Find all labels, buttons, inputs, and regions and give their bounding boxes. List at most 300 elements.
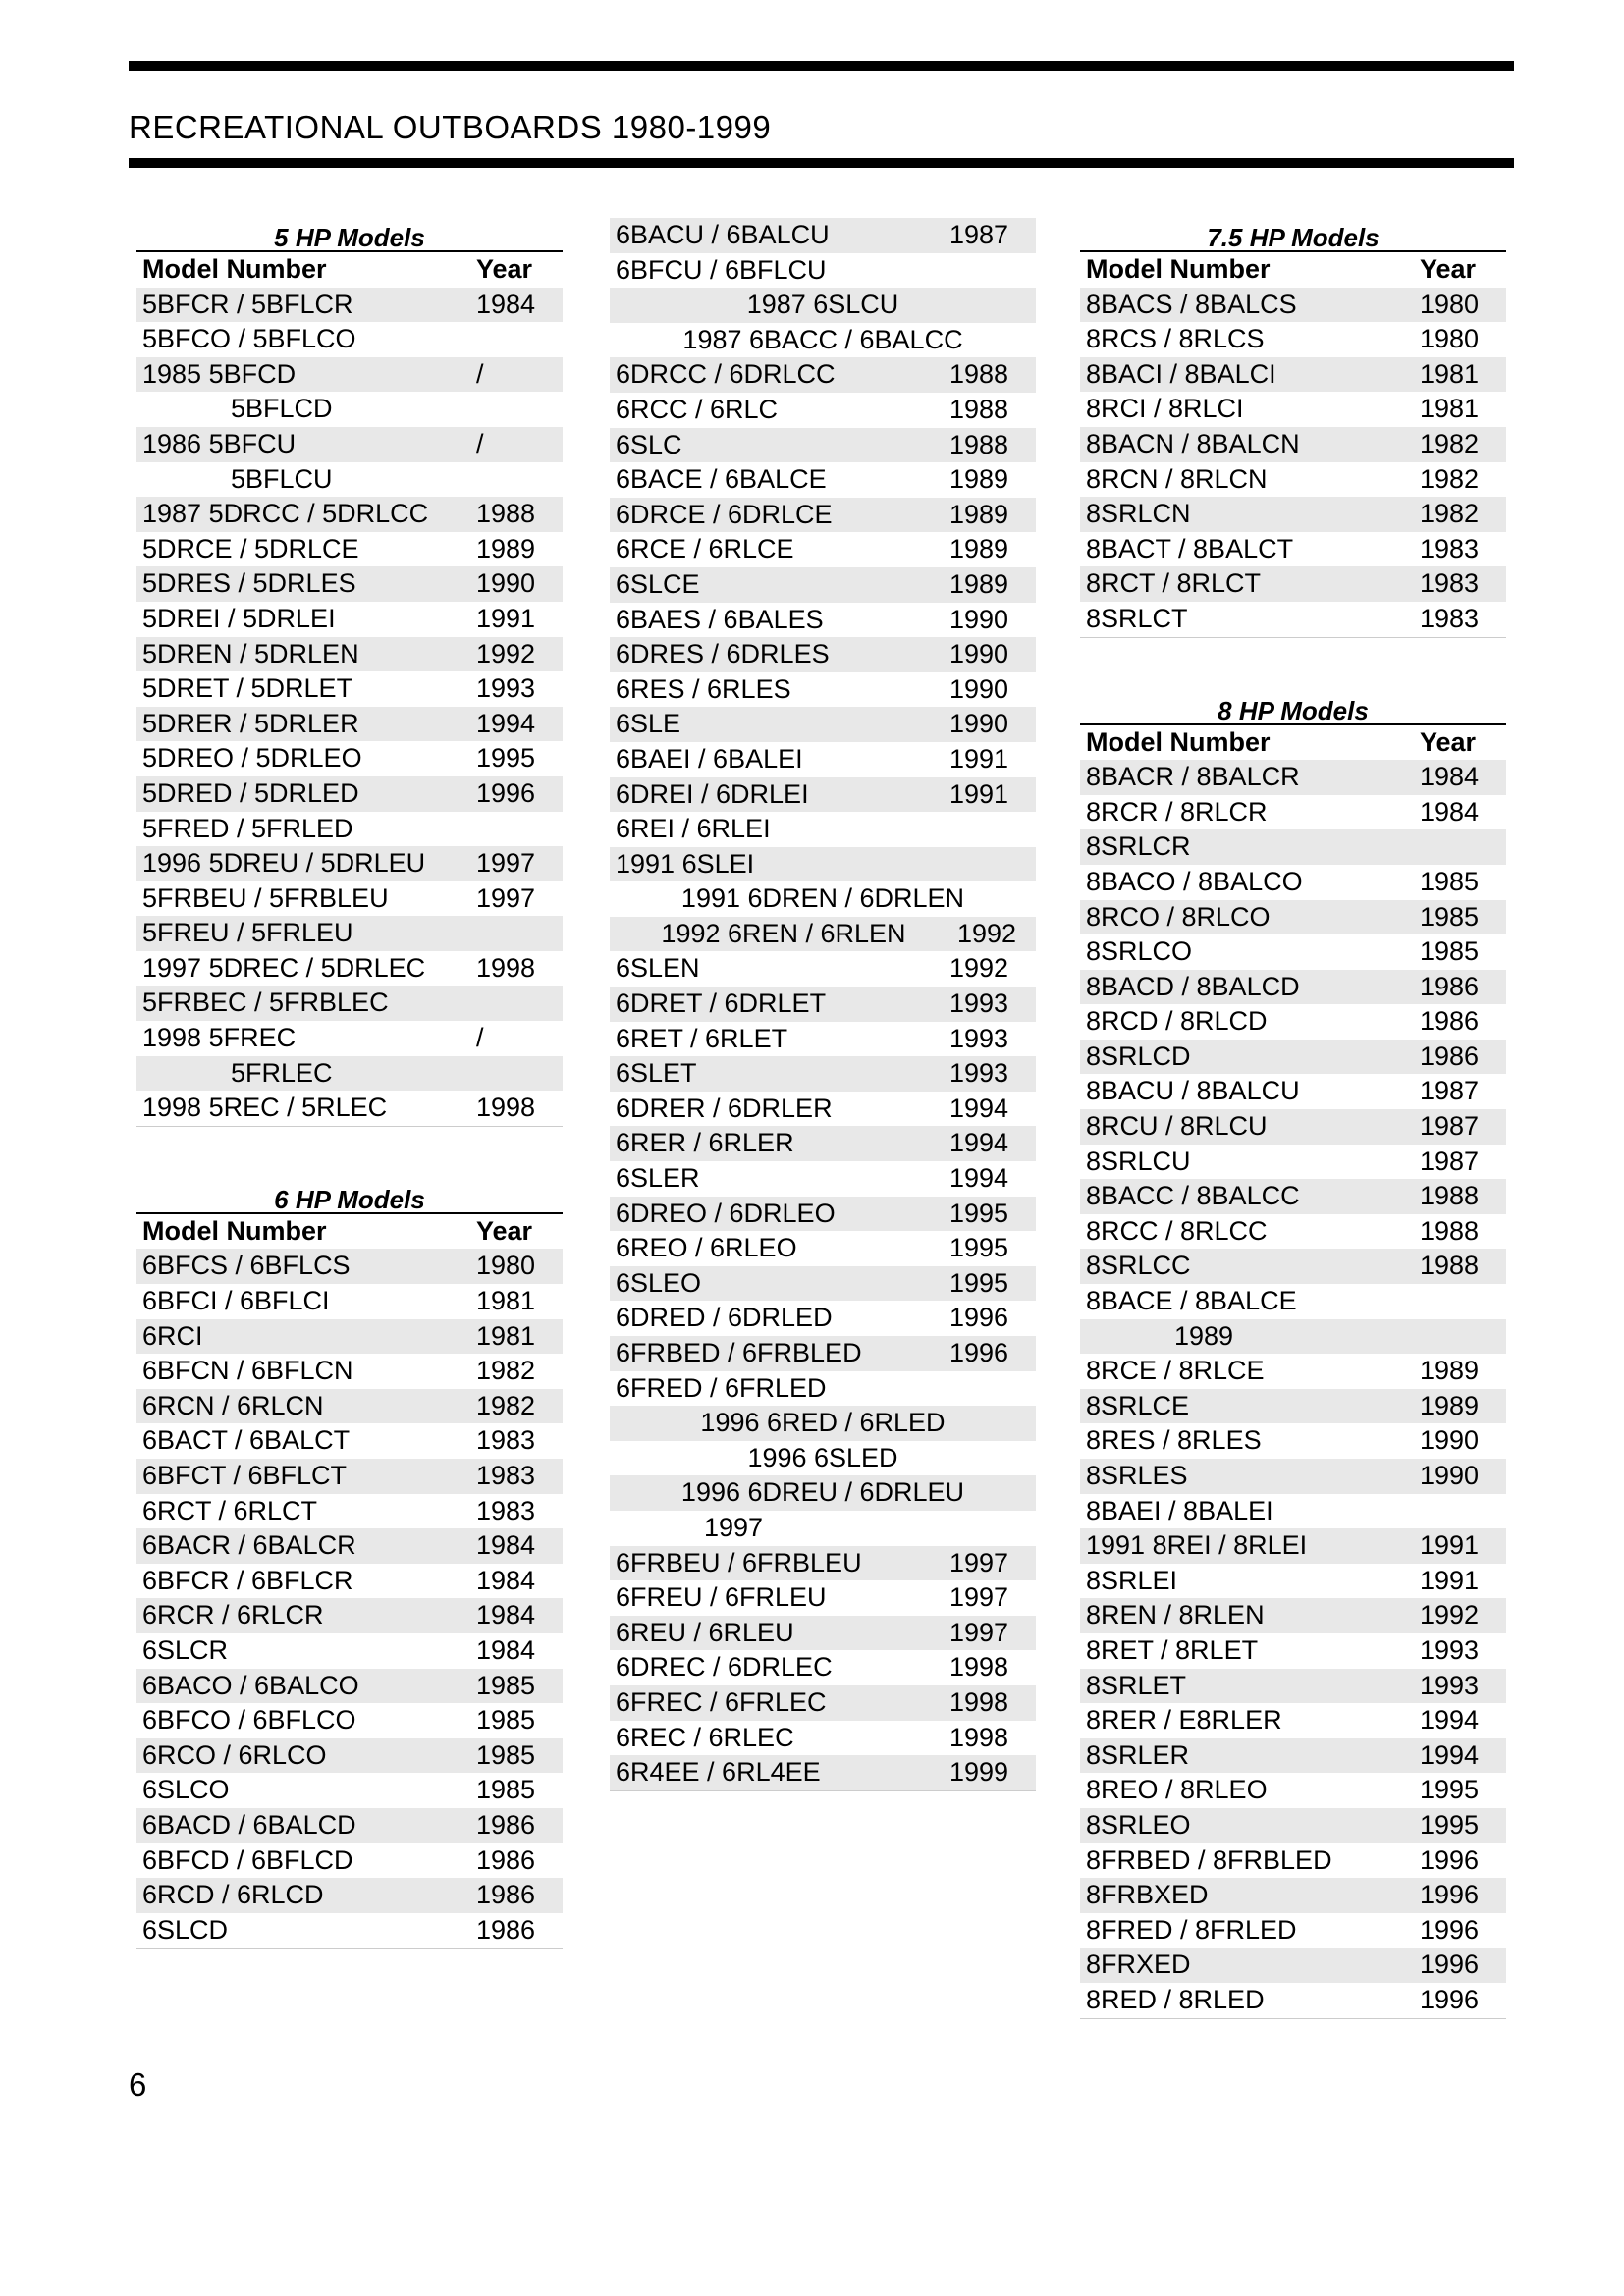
year-cell: 1990 (476, 568, 536, 599)
table-row (1080, 1109, 1506, 1145)
table-row (610, 288, 1036, 323)
year-cell: 1983 (1420, 603, 1480, 633)
model-number-cell: 6BFCS / 6BFLCS (142, 1251, 351, 1281)
table-row (1080, 288, 1506, 323)
year-cell: 1996 (949, 1338, 1009, 1367)
table-row (1080, 1354, 1506, 1389)
year-cell: 1981 (476, 1320, 536, 1351)
table-row (610, 323, 1036, 358)
year-cell: 1984 (476, 1634, 536, 1665)
title-rule (129, 158, 1514, 168)
table-rows (136, 288, 563, 1127)
model-number-cell: 1987 6SLCU (746, 290, 899, 320)
table-header (1080, 252, 1506, 288)
table-row (136, 427, 563, 462)
model-number-cell: 6BACU / 6BALCU (616, 220, 830, 249)
model-number-cell: 8SRLCD (1086, 1041, 1191, 1071)
year-cell: 1989 (949, 534, 1009, 564)
table-row (1080, 1773, 1506, 1808)
year-cell: 1996 (949, 1303, 1009, 1333)
table-row (610, 1650, 1036, 1685)
model-number-cell: 6DRCE / 6DRLCE (616, 499, 833, 529)
table-row (1080, 1703, 1506, 1738)
table-rows (610, 218, 1036, 1791)
model-number-cell: 6SLCE (616, 568, 700, 599)
table-row (610, 1092, 1036, 1127)
model-number-cell: 6DRER / 6DRLER (616, 1093, 833, 1123)
year-cell: 1987 (1420, 1111, 1480, 1142)
table-row (1080, 1738, 1506, 1774)
model-number-cell: 8BACI / 8BALCI (1086, 358, 1276, 389)
year-cell (949, 253, 1036, 289)
table-row (136, 637, 563, 672)
year-cell: 1985 (1420, 936, 1480, 967)
table-row (1080, 1878, 1506, 1913)
table-row (136, 392, 563, 427)
model-section (610, 218, 1036, 1791)
header-model-number: Model Number (142, 254, 327, 284)
model-number-cell: 1987 6BACC / 6BALCC (682, 324, 963, 354)
table-row (610, 1371, 1036, 1407)
model-number-cell: 6BACE / 6BALCE (616, 464, 827, 495)
year-cell (949, 812, 1036, 847)
table-rows (1080, 288, 1506, 638)
table-row (136, 1354, 563, 1389)
model-number-cell: 8BACU / 8BALCU (1086, 1076, 1300, 1106)
table-row (610, 1126, 1036, 1161)
table-row (1080, 1598, 1506, 1633)
model-number-cell: 6RES / 6RLES (616, 673, 791, 704)
model-number-cell: 8FRED / 8FRLED (1086, 1914, 1297, 1945)
model-number-cell: 6DREO / 6DRLEO (616, 1198, 836, 1228)
table-row (136, 288, 563, 323)
year-cell: 1980 (476, 1251, 536, 1281)
model-number-cell: 6DREI / 6DRLEI (616, 778, 809, 809)
table-row (610, 428, 1036, 463)
year-cell: 1995 (1420, 1809, 1480, 1840)
table-row (610, 357, 1036, 393)
model-number-cell: 6RET / 6RLET (616, 1023, 788, 1053)
year-cell: 1987 (1420, 1146, 1480, 1176)
model-number-cell: 1986 5BFCU (142, 428, 297, 458)
model-number-cell: 6BACD / 6BALCD (142, 1809, 356, 1840)
column-3 (1080, 218, 1506, 2019)
model-number-cell: 5FRLEC (231, 1057, 333, 1088)
year-cell: 1982 (1420, 499, 1480, 529)
year-cell: 1993 (949, 988, 1009, 1019)
model-number-cell: 8BACT / 8BALCT (1086, 533, 1294, 563)
year-cell: 1996 (1420, 1914, 1480, 1945)
table-row (136, 1056, 563, 1092)
model-number-cell: 8RCD / 8RLCD (1086, 1006, 1268, 1037)
table-row (1080, 1913, 1506, 1949)
year-cell: 1990 (949, 639, 1009, 669)
table-row (1080, 1004, 1506, 1040)
table-row (1080, 497, 1506, 532)
model-number-cell: 8BACE / 8BALCE (1086, 1286, 1297, 1316)
table-row (1080, 532, 1506, 567)
model-number-cell: 6BAES / 6BALES (616, 604, 824, 634)
year-cell: 1983 (1420, 568, 1480, 599)
table-row (136, 1773, 563, 1808)
model-number-cell: 8SRLEI (1086, 1565, 1178, 1595)
year-cell: 1995 (476, 743, 536, 774)
model-number-cell: 8SRLER (1086, 1739, 1190, 1770)
year-cell: 1987 (949, 220, 1009, 249)
table-row (610, 1475, 1036, 1511)
model-number-cell: 8REO / 8RLEO (1086, 1775, 1268, 1805)
year-cell: 1984 (1420, 762, 1480, 792)
year-cell: 1988 (949, 394, 1009, 424)
table-row (610, 1755, 1036, 1790)
model-number-cell: 6BFCU / 6BFLCU (616, 254, 827, 285)
table-row (136, 1878, 563, 1913)
table-row (1080, 1459, 1506, 1494)
year-cell: 1987 (1420, 1076, 1480, 1106)
year-cell: 1986 (476, 1809, 536, 1840)
year-cell: 1990 (1420, 1461, 1480, 1490)
model-number-cell: 6BFCO / 6BFLCO (142, 1705, 356, 1735)
header-year: Year (1420, 254, 1477, 284)
model-section (1080, 218, 1506, 638)
table-row (1080, 934, 1506, 970)
table-row (136, 1564, 563, 1599)
year-cell (1420, 829, 1506, 865)
year-cell: 1988 (1420, 1251, 1480, 1281)
model-number-cell: 8SRLCT (1086, 603, 1188, 633)
model-number-cell: 5BFLCU (231, 463, 333, 494)
year-cell (949, 847, 1036, 882)
table-row (1080, 760, 1506, 795)
model-number-cell: 8SRLCR (1086, 831, 1191, 862)
table-row (610, 567, 1036, 603)
model-number-cell: 8SRLCN (1086, 499, 1191, 529)
table-row (610, 393, 1036, 428)
year-cell: 1989 (1420, 1390, 1480, 1420)
model-number-cell: 5BFLCD (231, 394, 333, 424)
model-number-cell: 8BACR / 8BALCR (1086, 762, 1300, 792)
year-cell: 1996 (1420, 1949, 1480, 1980)
table-rows (136, 1249, 563, 1949)
column-1 (136, 218, 563, 1949)
table-row (610, 1441, 1036, 1476)
model-number-cell: 6R4EE / 6RL4EE (616, 1757, 821, 1788)
year-cell: 1997 (949, 1547, 1009, 1577)
model-number-cell: 6BACT / 6BALCT (142, 1425, 351, 1456)
year-cell: 1994 (949, 1093, 1009, 1123)
year-cell (949, 1371, 1036, 1407)
table-row (610, 1685, 1036, 1721)
model-number-cell: 8RCE / 8RLCE (1086, 1356, 1265, 1386)
model-number-cell: 6RER / 6RLER (616, 1128, 794, 1158)
model-number-cell: 6DRET / 6DRLET (616, 988, 827, 1019)
model-number-cell: 6REC / 6RLEC (616, 1722, 794, 1752)
year-cell: 1993 (1420, 1634, 1480, 1665)
model-number-cell: 6FRBED / 6FRBLED (616, 1338, 862, 1367)
year-cell: 1986 (476, 1880, 536, 1910)
model-number-cell: 6RCC / 6RLC (616, 394, 779, 424)
table-row (1080, 602, 1506, 637)
model-number-cell: 8SRLCE (1086, 1390, 1190, 1420)
top-rule (129, 61, 1514, 71)
table-row (1080, 1808, 1506, 1843)
year-cell: 1994 (949, 1163, 1009, 1194)
year-cell (476, 916, 563, 951)
model-number-cell: 1987 5DRCC / 5DRLCC (142, 499, 429, 529)
model-number-cell: 6SLCO (142, 1775, 230, 1805)
year-cell: 1994 (1420, 1705, 1480, 1735)
table-row (610, 777, 1036, 813)
table-row (1080, 1669, 1506, 1704)
year-cell: 1982 (476, 1390, 536, 1420)
model-number-cell: 1996 5DREU / 5DRLEU (142, 848, 426, 879)
table-row (610, 672, 1036, 708)
model-number-cell: 8BACO / 8BALCO (1086, 866, 1303, 896)
table-row (136, 1633, 563, 1669)
year-cell: 1985 (476, 1670, 536, 1700)
table-row (610, 498, 1036, 533)
model-number-cell: 5DRCE / 5DRLCE (142, 533, 359, 563)
year-cell: 1984 (476, 1565, 536, 1595)
model-number-cell: 6SLC (616, 429, 682, 459)
table-row (610, 1546, 1036, 1581)
year-cell: 1991 (949, 743, 1009, 774)
year-cell: 1995 (1420, 1775, 1480, 1805)
header-year: Year (1420, 726, 1477, 757)
model-number-cell: 6BFCD / 6BFLCD (142, 1844, 353, 1875)
model-number-cell: 6DRCC / 6DRLCC (616, 359, 836, 390)
model-number-cell: 8RES / 8RLES (1086, 1425, 1262, 1456)
year-cell: 1988 (476, 499, 536, 529)
year-cell (476, 986, 563, 1021)
year-cell: 1991 (476, 603, 536, 633)
year-cell: 1991 (1420, 1565, 1480, 1595)
year-cell: 1992 (949, 953, 1009, 984)
table-row (610, 917, 1036, 952)
year-cell: 1997 (949, 1582, 1009, 1613)
model-number-cell: 5DRED / 5DRLED (142, 777, 359, 808)
table-header (136, 252, 563, 288)
model-number-cell: 8SRLEO (1086, 1809, 1191, 1840)
model-number-cell: 5DREN / 5DRLEN (142, 638, 359, 668)
section-title: 8 HP Models (1080, 691, 1506, 725)
table-row (136, 566, 563, 602)
model-number-cell: 8RCR / 8RLCR (1086, 796, 1268, 827)
year-cell: / (476, 358, 484, 389)
table-row (1080, 1564, 1506, 1599)
table-row (610, 847, 1036, 882)
year-cell: 1998 (476, 952, 536, 983)
model-number-cell: 6RCI (142, 1320, 203, 1351)
year-cell: 1989 (1420, 1356, 1480, 1386)
year-cell: 1981 (1420, 394, 1480, 424)
year-cell: 1990 (949, 673, 1009, 704)
model-number-cell: 8BACD / 8BALCD (1086, 971, 1300, 1001)
year-cell (1420, 1284, 1506, 1319)
table-row (610, 603, 1036, 638)
section-title: 5 HP Models (136, 218, 563, 252)
year-cell: 1991 (949, 778, 1009, 809)
header-model-number: Model Number (142, 1215, 327, 1246)
table-row (610, 1616, 1036, 1651)
model-section (136, 218, 563, 1127)
model-number-cell: 8FRBED / 8FRBLED (1086, 1844, 1332, 1875)
table-row (610, 1336, 1036, 1371)
table-row (1080, 829, 1506, 865)
table-row (136, 497, 563, 532)
model-number-cell: 8FRXED (1086, 1949, 1191, 1980)
year-cell: 1984 (476, 1530, 536, 1561)
year-cell: 1993 (1420, 1670, 1480, 1700)
table-row (136, 1389, 563, 1424)
model-number-cell: 8BAEI / 8BALEI (1086, 1495, 1273, 1525)
model-number-cell: 1991 6DREN / 6DRLEN (680, 883, 965, 914)
model-number-cell: 6RCT / 6RLCT (142, 1495, 318, 1525)
model-number-cell: 6SLEO (616, 1267, 702, 1298)
model-section (1080, 638, 1506, 2019)
table-row (136, 846, 563, 881)
model-number-cell: 5DRER / 5DRLER (142, 708, 359, 738)
model-number-cell: 8RCU / 8RLCU (1086, 1111, 1268, 1142)
year-cell: 1986 (1420, 1041, 1480, 1071)
model-number-cell: 6REO / 6RLEO (616, 1233, 797, 1263)
year-cell: 1996 (1420, 1880, 1480, 1910)
model-number-cell: 6BAEI / 6BALEI (616, 743, 803, 774)
year-cell: 1992 (957, 918, 1017, 948)
year-cell: 1995 (949, 1233, 1009, 1263)
table-rows (1080, 760, 1506, 2018)
model-number-cell: 5DREI / 5DRLEI (142, 603, 336, 633)
model-number-cell: 6SLCR (142, 1634, 229, 1665)
year-cell: 1992 (1420, 1600, 1480, 1630)
model-number-cell: 6DRES / 6DRLES (616, 639, 830, 669)
table-row (136, 357, 563, 393)
year-cell: 1997 (949, 1617, 1009, 1647)
model-number-cell: 8RER / E8RLER (1086, 1705, 1282, 1735)
year-cell: 1988 (949, 429, 1009, 459)
table-header (136, 1214, 563, 1250)
table-row (610, 707, 1036, 742)
model-number-cell: 8SRLET (1086, 1670, 1187, 1700)
table-row (136, 776, 563, 812)
year-cell: 1990 (1420, 1425, 1480, 1456)
table-row (610, 1056, 1036, 1092)
model-number-cell: 5FRBEU / 5FRBLEU (142, 882, 389, 913)
model-number-cell: 6DREC / 6DRLEC (616, 1652, 833, 1682)
model-number-cell: 8FRBXED (1086, 1880, 1209, 1910)
table-row (136, 532, 563, 567)
year-cell: 1986 (1420, 971, 1480, 1001)
year-cell: 1989 (949, 464, 1009, 495)
table-row (1080, 427, 1506, 462)
model-number-cell: 5DRET / 5DRLET (142, 673, 353, 704)
year-cell: 1996 (1420, 1984, 1480, 2014)
table-row (610, 462, 1036, 498)
year-cell: / (476, 1023, 484, 1053)
table-row (136, 1913, 563, 1949)
table-row (136, 1319, 563, 1355)
section-spacer (136, 1127, 563, 1180)
table-row (1080, 1179, 1506, 1214)
model-number-cell: 8SRLCO (1086, 936, 1193, 967)
model-number-cell: 5BFCR / 5BFLCR (142, 289, 353, 319)
model-number-cell: 6BFCT / 6BFLCT (142, 1461, 348, 1490)
year-cell: 1983 (476, 1461, 536, 1490)
model-number-cell: 5DRES / 5DRLES (142, 568, 356, 599)
model-number-cell: 6FRED / 6FRLED (616, 1372, 827, 1403)
year-cell: 1996 (1420, 1844, 1480, 1875)
table-row (136, 1249, 563, 1284)
model-number-cell: 6FREC / 6FRLEC (616, 1686, 827, 1717)
year-cell: 1997 (476, 882, 536, 913)
table-row (610, 987, 1036, 1022)
model-number-cell: 1997 (704, 1512, 764, 1542)
year-cell: 1985 (476, 1739, 536, 1770)
model-number-cell: 6FRBEU / 6FRBLEU (616, 1547, 862, 1577)
model-number-cell: 1996 6DREU / 6DRLEU (680, 1477, 965, 1508)
year-cell: 1982 (1420, 428, 1480, 458)
table-row (610, 218, 1036, 253)
year-cell: 1982 (1420, 463, 1480, 494)
year-cell: 1993 (476, 673, 536, 704)
table-row (136, 951, 563, 987)
year-cell: 1990 (949, 709, 1009, 739)
table-row (136, 881, 563, 917)
table-row (136, 916, 563, 951)
model-number-cell: 6RCR / 6RLCR (142, 1600, 324, 1630)
model-number-cell: 8RET / 8RLET (1086, 1634, 1259, 1665)
model-number-cell: 8RCC / 8RLCC (1086, 1215, 1268, 1246)
year-cell: 1984 (1420, 796, 1480, 827)
year-cell: / (476, 428, 484, 458)
section-title: 7.5 HP Models (1080, 218, 1506, 252)
table-row (1080, 1040, 1506, 1075)
table-row (1080, 462, 1506, 498)
model-number-cell: 6SLEN (616, 953, 700, 984)
table-row (610, 1231, 1036, 1266)
table-row (1080, 1319, 1506, 1355)
year-cell: 1997 (476, 848, 536, 879)
table-row (610, 1266, 1036, 1302)
table-row (1080, 566, 1506, 602)
model-number-cell: 6FREU / 6FRLEU (616, 1582, 827, 1613)
table-row (136, 741, 563, 776)
section-spacer (1080, 638, 1506, 691)
year-cell: 1988 (949, 359, 1009, 390)
model-number-cell: 6BACR / 6BALCR (142, 1530, 356, 1561)
table-row (136, 462, 563, 498)
year-cell: 1985 (476, 1705, 536, 1735)
year-cell (476, 812, 563, 847)
year-cell: 1985 (1420, 901, 1480, 932)
model-number-cell: 8RCN / 8RLCN (1086, 463, 1268, 494)
model-number-cell: 8RED / 8RLED (1086, 1984, 1265, 2014)
model-number-cell: 8BACN / 8BALCN (1086, 428, 1300, 458)
year-cell: 1994 (1420, 1739, 1480, 1770)
model-number-cell: 6RCD / 6RLCD (142, 1880, 324, 1910)
table-row (610, 1406, 1036, 1441)
table-row (136, 1021, 563, 1056)
model-number-cell: 1992 6REN / 6RLEN (661, 918, 906, 948)
year-cell: 1998 (949, 1686, 1009, 1717)
model-number-cell: 8RCS / 8RLCS (1086, 324, 1265, 354)
model-number-cell: 8SRLCC (1086, 1251, 1191, 1281)
model-number-cell: 8SRLES (1086, 1461, 1188, 1490)
table-row (136, 1843, 563, 1879)
table-row (610, 1197, 1036, 1232)
year-cell: 1980 (1420, 324, 1480, 354)
page-number: 6 (129, 2066, 147, 2103)
